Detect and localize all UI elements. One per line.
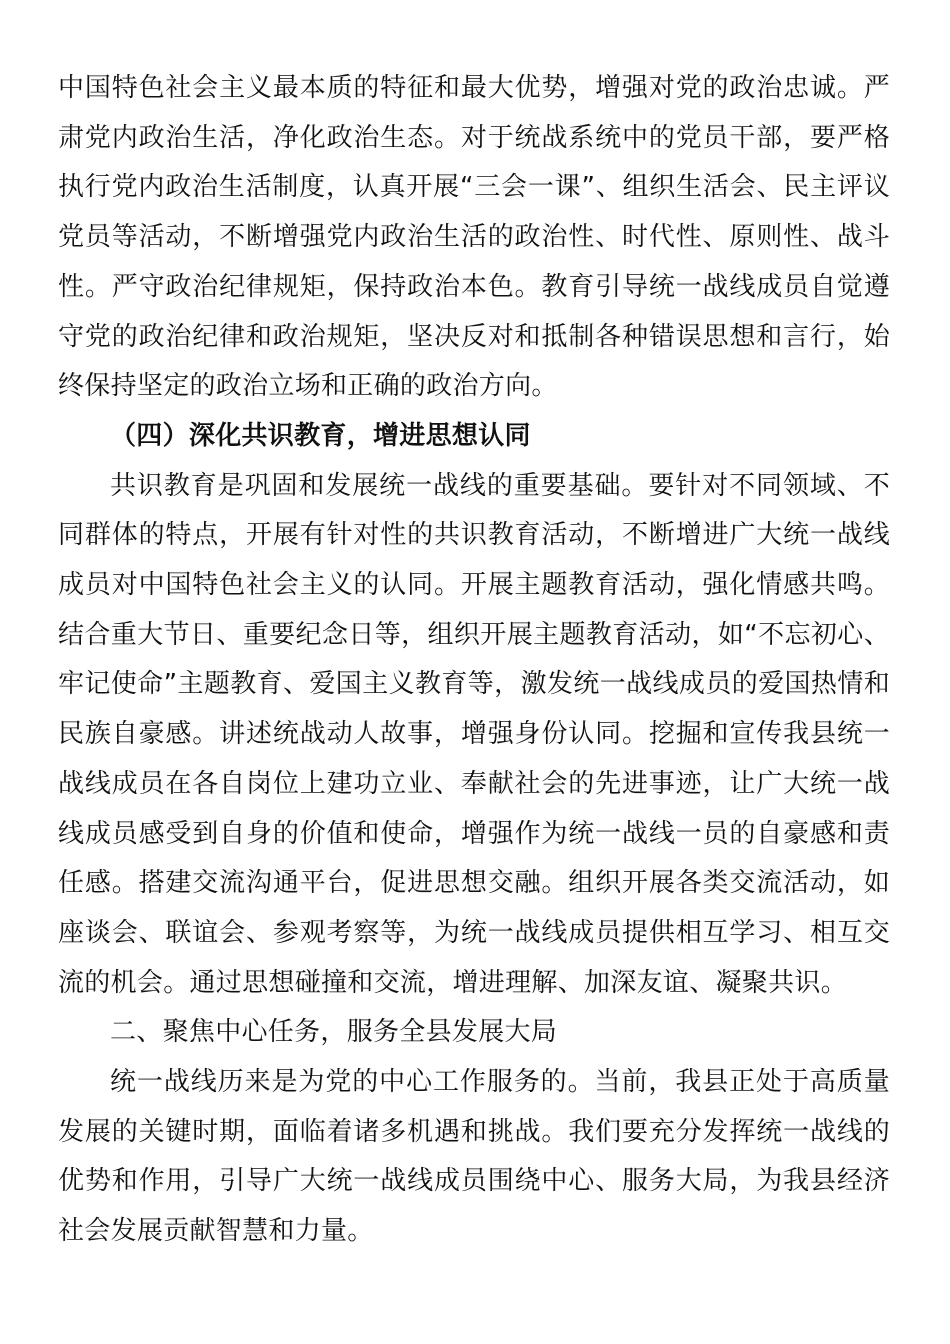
paragraph-central-tasks: 统一战线历来是为党的中心工作服务的。当前，我县正处于高质量发展的关键时期，面临着诸多机遇和挑战。我们要充分发挥统一战线的优势和作用，引导广大统一战线成员围绕中心、服务大局，为我县经济社会发展贡献智慧和力量。	[58, 1067, 890, 1247]
paragraph-continuation: 中国特色社会主义最本质的特征和最大优势，增强对党的政治忠诚。严肃党内政治生活，净化政治生态。对于统战系统中的党员干部，要严格执行党内政治生活制度，认真开展“三会一课”、组织生活会、民主评议党员等活动，不断增强党内政治生活的政治性、时代性、原则性、战斗性。严守政治纪律规矩，保持政治本色。教育引导统一战线成员自觉遵守党的政治纪律和政治规矩，坚决反对和抵制各种错误思想和言行，始终保持坚定的政治立场和正确的政治方向。	[58, 73, 890, 402]
document-body	[58, 64, 890, 1257]
section-subheading-4: （四）深化共识教育，增进思想认同	[110, 420, 531, 451]
section-heading-2: 二、聚焦中心任务，服务全县发展大局	[110, 1017, 558, 1048]
paragraph-consensus-education: 共识教育是巩固和发展统一战线的重要基础。要针对不同领域、不同群体的特点，开展有针对性的共识教育活动，不断增进广大统一战线成员对中国特色社会主义的认同。开展主题教育活动，强化情感共鸣。结合重大节日、重要纪念日等，组织开展主题教育活动，如“不忘初心、牢记使命”主题教育、爱国主义教育等，激发统一战线成员的爱国热情和民族自豪感。讲述统战动人故事，增强身份认同。挖掘和宣传我县统一战线成员在各自岗位上建功立业、奉献社会的先进事迹，让广大统一战线成员感受到自身的价值和使命，增强作为统一战线一员的自豪感和责任感。搭建交流沟通平台，促进思想交融。组织开展各类交流活动，如座谈会、联谊会、参观考察等，为统一战线成员提供相互学习、相互交流的机会。通过思想碰撞和交流，增进理解、加深友谊、凝聚共识。	[58, 470, 890, 998]
